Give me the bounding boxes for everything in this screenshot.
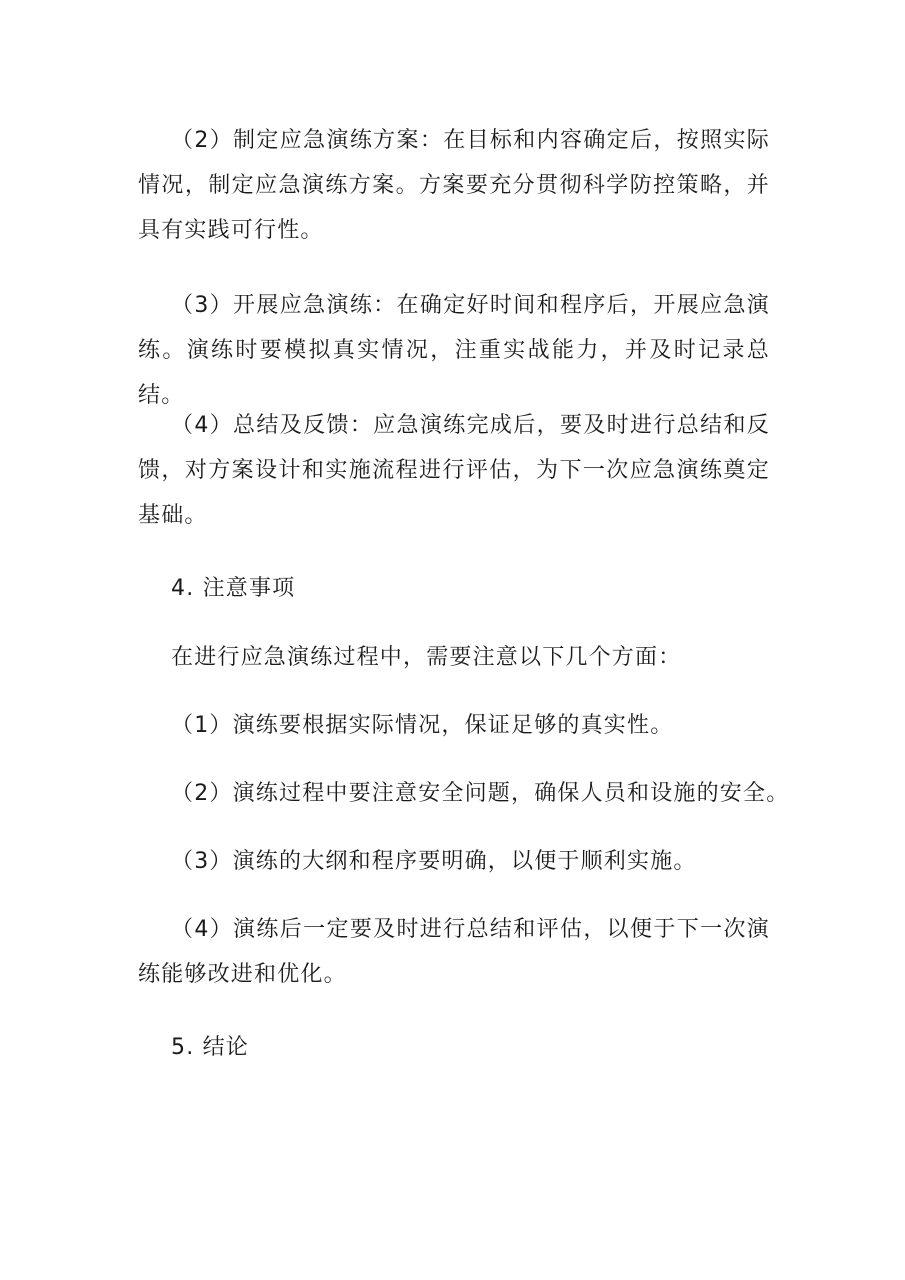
paragraph-precautions-intro: 在进行应急演练过程中，需要注意以下几个方面： xyxy=(171,645,682,670)
section-heading-conclusion: 5. 结论 xyxy=(171,1035,249,1060)
paragraph-summary-feedback: （4）总结及反馈：应急演练完成后，要及时进行总结和反馈，对方案设计和实施流程进行评估，为下一次应急演练奠定基础。 xyxy=(138,413,770,528)
precaution-item-2: （2）演练过程中要注意安全问题，确保人员和设施的安全。 xyxy=(171,781,790,806)
paragraph-make-plan: （2）制定应急演练方案：在目标和内容确定后，按照实际情况，制定应急演练方案。方案要充分贯彻科学防控策略，并具有实践可行性。 xyxy=(138,128,770,243)
precaution-item-3: （3）演练的大纲和程序要明确，以便于顺利实施。 xyxy=(171,849,697,874)
paragraph-carry-out-drill: （3）开展应急演练：在确定好时间和程序后，开展应急演练。演练时要模拟真实情况，注重实战能力，并及时记录总结。 xyxy=(138,293,770,408)
precaution-item-4: （4）演练后一定要及时进行总结和评估，以便于下一次演练能够改进和优化。 xyxy=(138,917,770,987)
precaution-item-1: （1）演练要根据实际情况，保证足够的真实性。 xyxy=(171,713,674,738)
section-heading-precautions: 4. 注意事项 xyxy=(171,576,296,601)
